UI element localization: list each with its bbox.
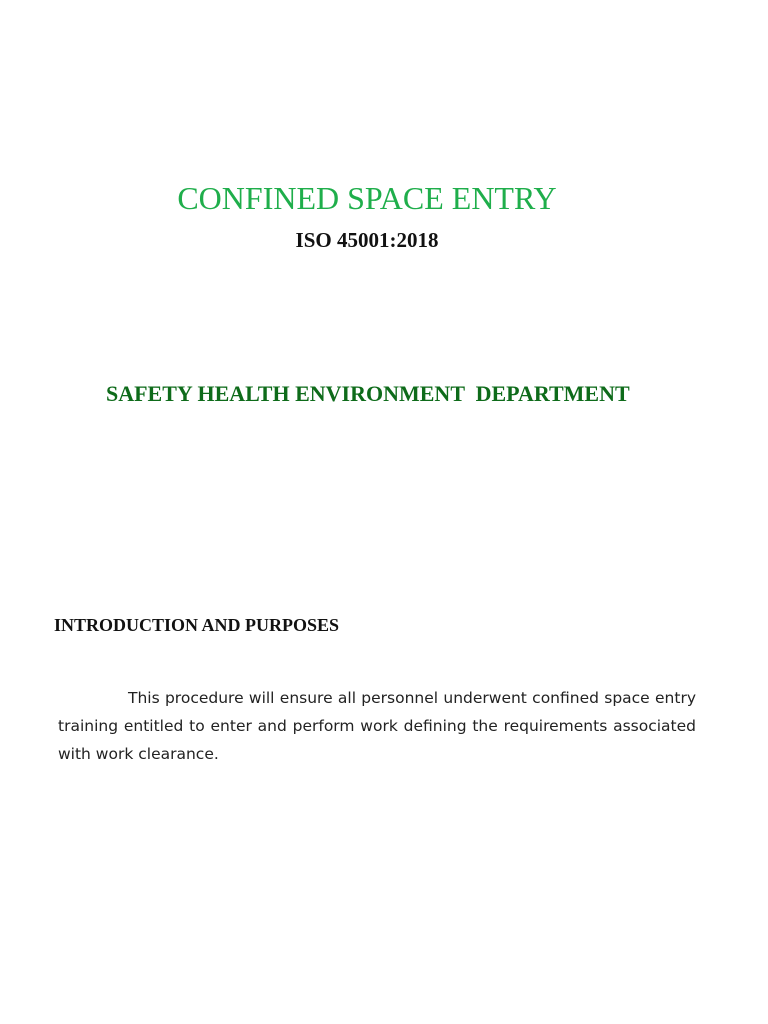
document-title: CONFINED SPACE ENTRY — [177, 180, 557, 216]
department-name: SAFETY HEALTH ENVIRONMENT DEPARTMENT — [106, 381, 630, 406]
section-paragraph: This procedure will ensure all personnel underwent confined space entry training entitled to enter and perform work defining the requirements associated with work clearance. — [58, 689, 696, 763]
section-heading: INTRODUCTION AND PURPOSES — [54, 615, 340, 635]
iso-standard: ISO 45001:2018 — [295, 228, 439, 252]
